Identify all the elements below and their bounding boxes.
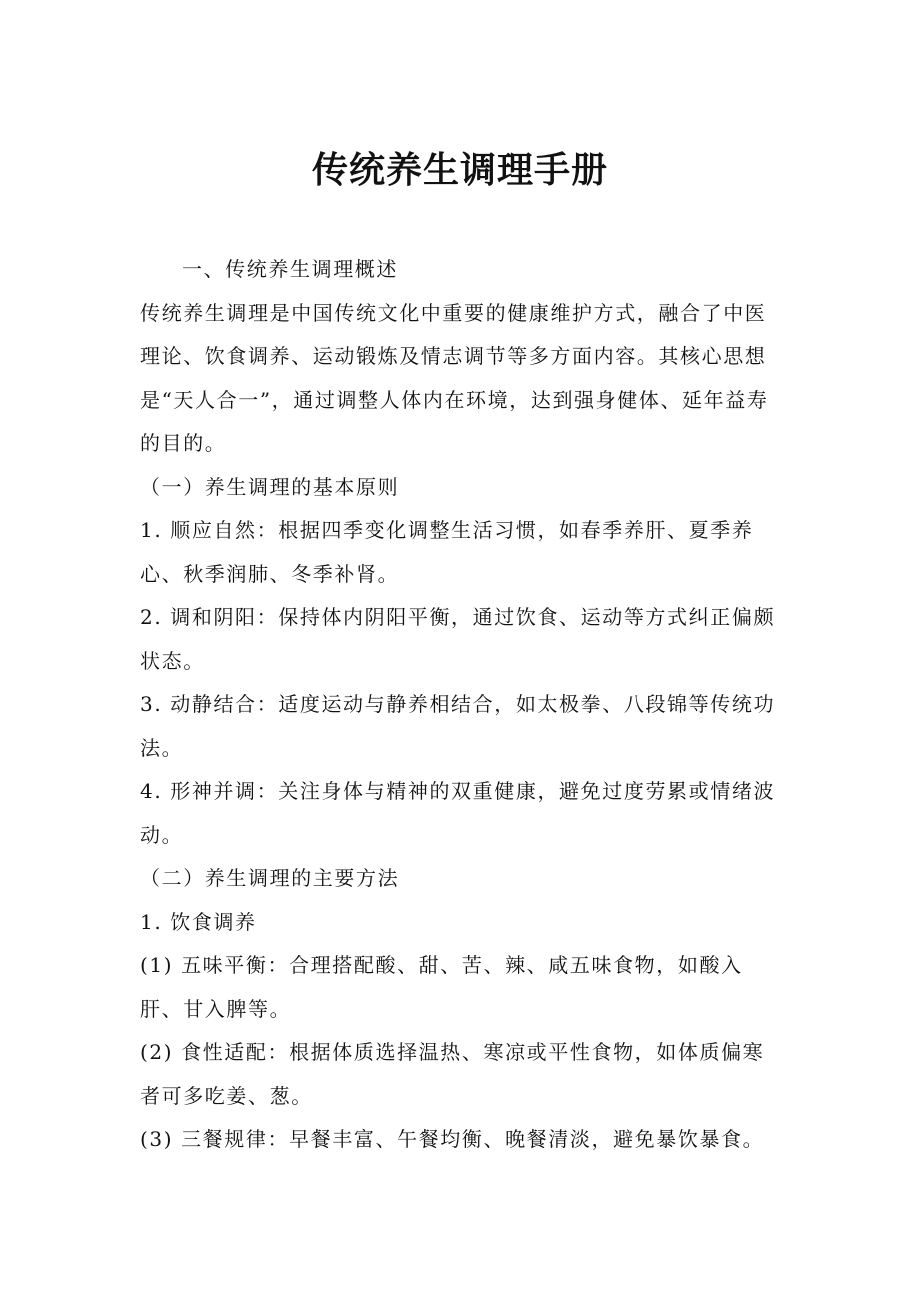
sub-list-item: (3) 三餐规律：早餐丰富、午餐均衡、晚餐清淡，避免暴饮暴食。 bbox=[140, 1127, 765, 1151]
list-item: 4. 形神并调：关注身体与精神的双重健康，避免过度劳累或情绪波 bbox=[140, 779, 776, 803]
list-item-continuation: 法。 bbox=[140, 735, 184, 760]
paragraph-line: 的目的。 bbox=[140, 431, 227, 455]
list-item: 3. 动静结合：适度运动与静养相结合，如太极拳、八段锦等传统功 bbox=[140, 692, 776, 716]
sub-list-item-continuation: 肝、甘入脾等。 bbox=[140, 996, 292, 1021]
list-item: 1. 饮食调养 bbox=[140, 909, 257, 934]
sub-list-item-continuation: 者可多吃姜、葱。 bbox=[140, 1083, 313, 1108]
sub-list-item: (2) 食性适配：根据体质选择温热、寒凉或平性食物，如体质偏寒 bbox=[140, 1040, 765, 1064]
sub-list-item: (1) 五味平衡：合理搭配酸、甜、苦、辣、咸五味食物，如酸入 bbox=[140, 953, 743, 977]
paragraph-line: 是“天人合一”，通过调整人体内在环境，达到强身健体、延年益寿 bbox=[140, 387, 769, 412]
document-body bbox=[140, 248, 780, 1162]
subsection-heading: （一）养生调理的基本原则 bbox=[140, 474, 400, 499]
list-item: 2. 调和阴阳：保持体内阴阳平衡，通过饮食、运动等方式纠正偏颇 bbox=[140, 605, 776, 629]
document-title: 传统养生调理手册 bbox=[311, 150, 608, 191]
list-item-continuation: 心、秋季润肺、冬季补肾。 bbox=[140, 561, 400, 586]
section-heading: 一、传统养生调理概述 bbox=[182, 257, 398, 281]
subsection-heading: （二）养生调理的主要方法 bbox=[140, 866, 400, 890]
list-item-continuation: 状态。 bbox=[140, 648, 205, 673]
paragraph-line: 传统养生调理是中国传统文化中重要的健康维护方式，融合了中医 bbox=[140, 300, 767, 325]
list-item-continuation: 动。 bbox=[140, 822, 184, 847]
paragraph-line: 理论、饮食调养、运动锻炼及情志调节等多方面内容。其核心思想 bbox=[140, 344, 767, 368]
list-item: 1. 顺应自然：根据四季变化调整生活习惯，如春季养肝、夏季养 bbox=[140, 518, 754, 542]
